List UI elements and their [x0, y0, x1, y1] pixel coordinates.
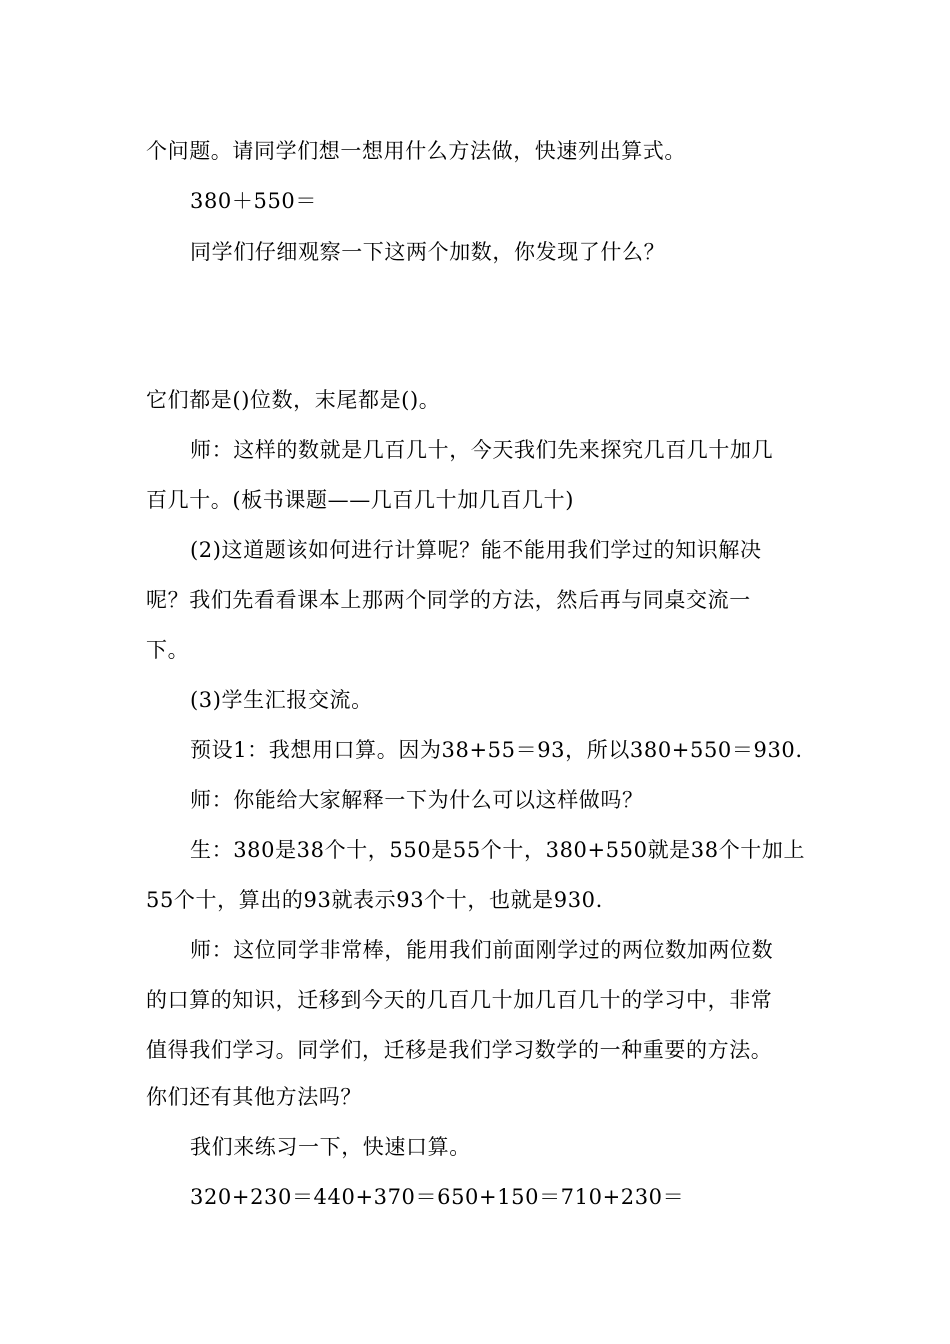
text-line: 师：这位同学非常棒，能用我们前面刚学过的两位数加两位数: [190, 938, 774, 962]
text-line: 师：这样的数就是几百几十，今天我们先来探究几百几十加几: [190, 438, 774, 462]
text-line: 320+230＝440+370＝650+150＝710+230＝: [190, 1185, 685, 1209]
text-line: (2)这道题该如何进行计算呢？能不能用我们学过的知识解决: [190, 538, 762, 562]
text-line: 我们来练习一下，快速口算。: [190, 1135, 471, 1159]
text-line: 值得我们学习。同学们，迁移是我们学习数学的一种重要的方法。: [146, 1038, 773, 1062]
text-line: 个问题。请同学们想一想用什么方法做，快速列出算式。: [146, 139, 686, 163]
text-line: 预设1：我想用口算。因为38+55＝93，所以380+550＝930.: [190, 738, 803, 762]
text-line: (3)学生汇报交流。: [190, 688, 373, 712]
text-line: 同学们仔细观察一下这两个加数，你发现了什么？: [190, 240, 666, 264]
text-line: 师：你能给大家解释一下为什么可以这样做吗？: [190, 788, 644, 812]
text-line: 它们都是()位数，末尾都是()。: [146, 388, 441, 412]
text-line: 的口算的知识，迁移到今天的几百几十加几百几十的学习中，非常: [146, 988, 773, 1012]
text-line: 380＋550＝: [190, 189, 317, 213]
text-line: 生：380是38个十，550是55个十，380+550就是38个十加上: [190, 838, 806, 862]
text-line: 55个十，算出的93就表示93个十，也就是930.: [146, 888, 603, 912]
text-line: 你们还有其他方法吗？: [146, 1085, 362, 1109]
text-line: 呢？我们先看看课本上那两个同学的方法，然后再与同桌交流一: [146, 588, 751, 612]
text-line: 下。: [146, 638, 190, 662]
text-line: 百几十。(板书课题——几百几十加几百几十): [146, 488, 574, 512]
